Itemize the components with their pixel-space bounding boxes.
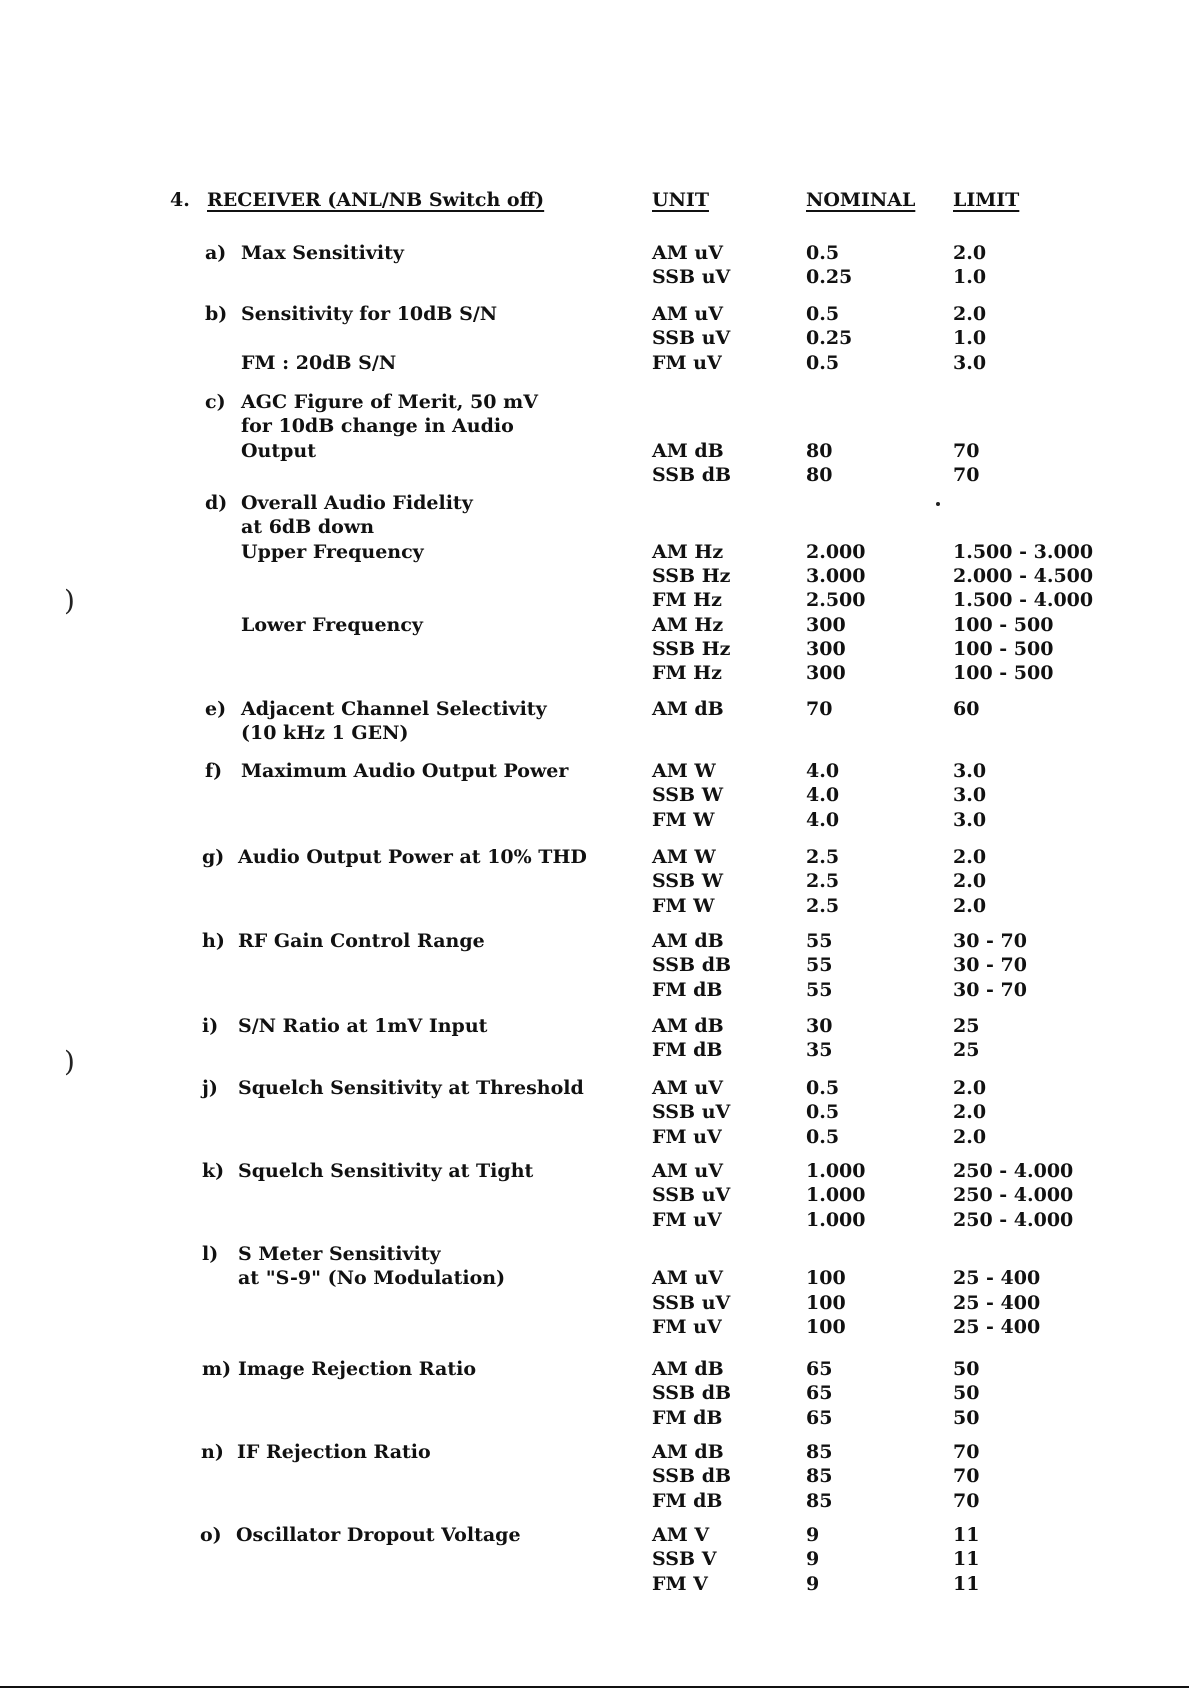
nominal-cell: 2.500 [806, 589, 866, 611]
limit-cell: 25 - 400 [953, 1316, 1041, 1338]
unit-cell: FM Hz [652, 662, 722, 684]
limit-cell: 70 [953, 1441, 980, 1463]
nominal-cell: 0.25 [806, 327, 853, 349]
section-title: RECEIVER (ANL/NB Switch off) [207, 189, 545, 211]
limit-cell: 50 [953, 1407, 980, 1429]
item-description: S/N Ratio at 1mV Input [238, 1015, 488, 1037]
nominal-cell: 300 [806, 638, 846, 660]
row-sublabel: Upper Frequency [241, 541, 424, 563]
limit-cell: 70 [953, 1465, 980, 1487]
unit-cell: AM dB [652, 1358, 724, 1380]
unit-cell: AM W [652, 846, 716, 868]
limit-cell: 30 - 70 [953, 930, 1027, 952]
nominal-cell: 9 [806, 1548, 820, 1570]
nominal-cell: 80 [806, 464, 833, 486]
unit-cell: AM W [652, 760, 716, 782]
margin-bracket-mark: ) [64, 1045, 75, 1078]
nominal-cell: 100 [806, 1267, 846, 1289]
unit-cell: AM dB [652, 698, 724, 720]
nominal-cell: 65 [806, 1382, 833, 1404]
row-sublabel: Lower Frequency [241, 614, 423, 636]
limit-cell: 2.0 [953, 1077, 987, 1099]
unit-cell: FM uV [652, 1209, 722, 1231]
unit-cell: SSB V [652, 1548, 717, 1570]
margin-bracket-mark: ) [64, 584, 75, 617]
unit-cell: SSB dB [652, 1382, 732, 1404]
item-description: Image Rejection Ratio [238, 1358, 477, 1380]
item-description: RF Gain Control Range [238, 930, 485, 952]
item-letter: c) [205, 391, 226, 413]
unit-cell: SSB uV [652, 327, 731, 349]
item-description: Squelch Sensitivity at Tight [238, 1160, 534, 1182]
limit-cell: 3.0 [953, 784, 987, 806]
unit-cell: AM dB [652, 1441, 724, 1463]
unit-cell: AM Hz [652, 541, 724, 563]
item-description: (10 kHz 1 GEN) [241, 722, 409, 744]
nominal-cell: 4.0 [806, 760, 840, 782]
nominal-cell: 0.5 [806, 1126, 840, 1148]
limit-cell: 1.500 - 4.000 [953, 589, 1094, 611]
unit-cell: AM dB [652, 1015, 724, 1037]
row-sublabel: FM : 20dB S/N [241, 352, 397, 374]
unit-cell: AM uV [652, 303, 723, 325]
limit-cell: 30 - 70 [953, 954, 1027, 976]
limit-cell: 11 [953, 1573, 980, 1595]
nominal-cell: 4.0 [806, 784, 840, 806]
unit-cell: SSB dB [652, 464, 732, 486]
nominal-cell: 2.5 [806, 870, 840, 892]
item-description: IF Rejection Ratio [237, 1441, 431, 1463]
limit-cell: 100 - 500 [953, 662, 1054, 684]
limit-cell: 30 - 70 [953, 979, 1027, 1001]
limit-cell: 2.0 [953, 303, 987, 325]
limit-cell: 50 [953, 1358, 980, 1380]
nominal-cell: 85 [806, 1490, 833, 1512]
limit-cell: 100 - 500 [953, 638, 1054, 660]
nominal-cell: 65 [806, 1358, 833, 1380]
nominal-cell: 4.0 [806, 809, 840, 831]
unit-cell: AM uV [652, 1267, 723, 1289]
unit-cell: SSB uV [652, 266, 731, 288]
limit-cell: 11 [953, 1548, 980, 1570]
item-description: S Meter Sensitivity [238, 1243, 441, 1265]
nominal-cell: 2.000 [806, 541, 866, 563]
item-description: for 10dB change in Audio [241, 415, 514, 437]
unit-cell: AM uV [652, 1077, 723, 1099]
item-letter: a) [205, 242, 227, 264]
limit-cell: 60 [953, 698, 980, 720]
nominal-cell: 100 [806, 1316, 846, 1338]
item-description: at "S-9" (No Modulation) [238, 1267, 506, 1289]
speck-mark [936, 502, 940, 506]
unit-cell: SSB W [652, 870, 724, 892]
unit-cell: AM uV [652, 1160, 723, 1182]
limit-cell: 1.0 [953, 327, 987, 349]
unit-cell: FM dB [652, 1039, 723, 1061]
nominal-cell: 70 [806, 698, 833, 720]
nominal-cell: 3.000 [806, 565, 866, 587]
limit-cell: 250 - 4.000 [953, 1160, 1074, 1182]
nominal-cell: 1.000 [806, 1209, 866, 1231]
unit-cell: FM dB [652, 1407, 723, 1429]
unit-cell: SSB Hz [652, 565, 731, 587]
unit-cell: AM dB [652, 930, 724, 952]
unit-cell: FM W [652, 809, 715, 831]
item-letter: i) [202, 1015, 219, 1037]
limit-cell: 3.0 [953, 760, 987, 782]
nominal-cell: 0.25 [806, 266, 853, 288]
limit-cell: 50 [953, 1382, 980, 1404]
nominal-cell: 1.000 [806, 1184, 866, 1206]
section-number: 4. [170, 189, 190, 211]
item-letter: n) [201, 1441, 224, 1463]
nominal-cell: 85 [806, 1465, 833, 1487]
item-letter: l) [202, 1243, 219, 1265]
unit-cell: AM Hz [652, 614, 724, 636]
unit-cell: FM uV [652, 1126, 722, 1148]
limit-cell: 2.000 - 4.500 [953, 565, 1094, 587]
limit-cell: 25 [953, 1015, 980, 1037]
item-description: at 6dB down [241, 516, 375, 538]
item-description: Maximum Audio Output Power [241, 760, 569, 782]
nominal-cell: 0.5 [806, 303, 840, 325]
limit-cell: 70 [953, 1490, 980, 1512]
unit-cell: FM dB [652, 1490, 723, 1512]
limit-cell: 1.0 [953, 266, 987, 288]
header-unit: UNIT [652, 189, 709, 211]
unit-cell: FM W [652, 895, 715, 917]
nominal-cell: 0.5 [806, 1077, 840, 1099]
unit-cell: AM dB [652, 440, 724, 462]
nominal-cell: 300 [806, 614, 846, 636]
limit-cell: 2.0 [953, 242, 987, 264]
unit-cell: SSB W [652, 784, 724, 806]
item-letter: e) [205, 698, 227, 720]
item-description: Sensitivity for 10dB S/N [241, 303, 498, 325]
header-nominal: NOMINAL [806, 189, 916, 211]
limit-cell: 250 - 4.000 [953, 1184, 1074, 1206]
unit-cell: SSB uV [652, 1184, 731, 1206]
header-limit: LIMIT [953, 189, 1020, 211]
item-letter: j) [202, 1077, 218, 1099]
item-description: AGC Figure of Merit, 50 mV [241, 391, 538, 413]
item-letter: f) [205, 760, 223, 782]
limit-cell: 70 [953, 464, 980, 486]
limit-cell: 2.0 [953, 1126, 987, 1148]
limit-cell: 70 [953, 440, 980, 462]
unit-cell: FM Hz [652, 589, 722, 611]
unit-cell: FM uV [652, 1316, 722, 1338]
limit-cell: 100 - 500 [953, 614, 1054, 636]
unit-cell: SSB uV [652, 1292, 731, 1314]
nominal-cell: 2.5 [806, 895, 840, 917]
nominal-cell: 35 [806, 1039, 833, 1061]
nominal-cell: 1.000 [806, 1160, 866, 1182]
limit-cell: 1.500 - 3.000 [953, 541, 1094, 563]
unit-cell: FM V [652, 1573, 708, 1595]
item-description: Oscillator Dropout Voltage [236, 1524, 521, 1546]
bottom-edge-rule [0, 1686, 1189, 1688]
nominal-cell: 55 [806, 979, 833, 1001]
unit-cell: AM V [652, 1524, 710, 1546]
limit-cell: 2.0 [953, 870, 987, 892]
nominal-cell: 85 [806, 1441, 833, 1463]
nominal-cell: 55 [806, 930, 833, 952]
limit-cell: 3.0 [953, 809, 987, 831]
unit-cell: SSB uV [652, 1101, 731, 1123]
unit-cell: SSB Hz [652, 638, 731, 660]
nominal-cell: 2.5 [806, 846, 840, 868]
item-letter: g) [202, 846, 225, 868]
limit-cell: 3.0 [953, 352, 987, 374]
item-description: Squelch Sensitivity at Threshold [238, 1077, 584, 1099]
nominal-cell: 100 [806, 1292, 846, 1314]
nominal-cell: 30 [806, 1015, 833, 1037]
item-description: Adjacent Channel Selectivity [241, 698, 547, 720]
limit-cell: 2.0 [953, 1101, 987, 1123]
item-letter: h) [202, 930, 225, 952]
limit-cell: 250 - 4.000 [953, 1209, 1074, 1231]
nominal-cell: 300 [806, 662, 846, 684]
unit-cell: SSB dB [652, 954, 732, 976]
item-description: Output [241, 440, 317, 462]
limit-cell: 25 - 400 [953, 1267, 1041, 1289]
limit-cell: 11 [953, 1524, 980, 1546]
nominal-cell: 9 [806, 1573, 820, 1595]
item-letter: d) [205, 492, 228, 514]
nominal-cell: 80 [806, 440, 833, 462]
unit-cell: AM uV [652, 242, 723, 264]
nominal-cell: 0.5 [806, 242, 840, 264]
nominal-cell: 0.5 [806, 352, 840, 374]
unit-cell: SSB dB [652, 1465, 732, 1487]
nominal-cell: 65 [806, 1407, 833, 1429]
limit-cell: 25 - 400 [953, 1292, 1041, 1314]
item-description: Max Sensitivity [241, 242, 404, 264]
nominal-cell: 9 [806, 1524, 820, 1546]
item-letter: k) [202, 1160, 225, 1182]
item-letter: b) [205, 303, 228, 325]
unit-cell: FM dB [652, 979, 723, 1001]
item-letter: o) [200, 1524, 222, 1546]
item-letter: m) [202, 1358, 232, 1380]
nominal-cell: 55 [806, 954, 833, 976]
nominal-cell: 0.5 [806, 1101, 840, 1123]
item-description: Audio Output Power at 10% THD [238, 846, 587, 868]
item-description: Overall Audio Fidelity [241, 492, 473, 514]
limit-cell: 25 [953, 1039, 980, 1061]
unit-cell: FM uV [652, 352, 722, 374]
limit-cell: 2.0 [953, 895, 987, 917]
limit-cell: 2.0 [953, 846, 987, 868]
